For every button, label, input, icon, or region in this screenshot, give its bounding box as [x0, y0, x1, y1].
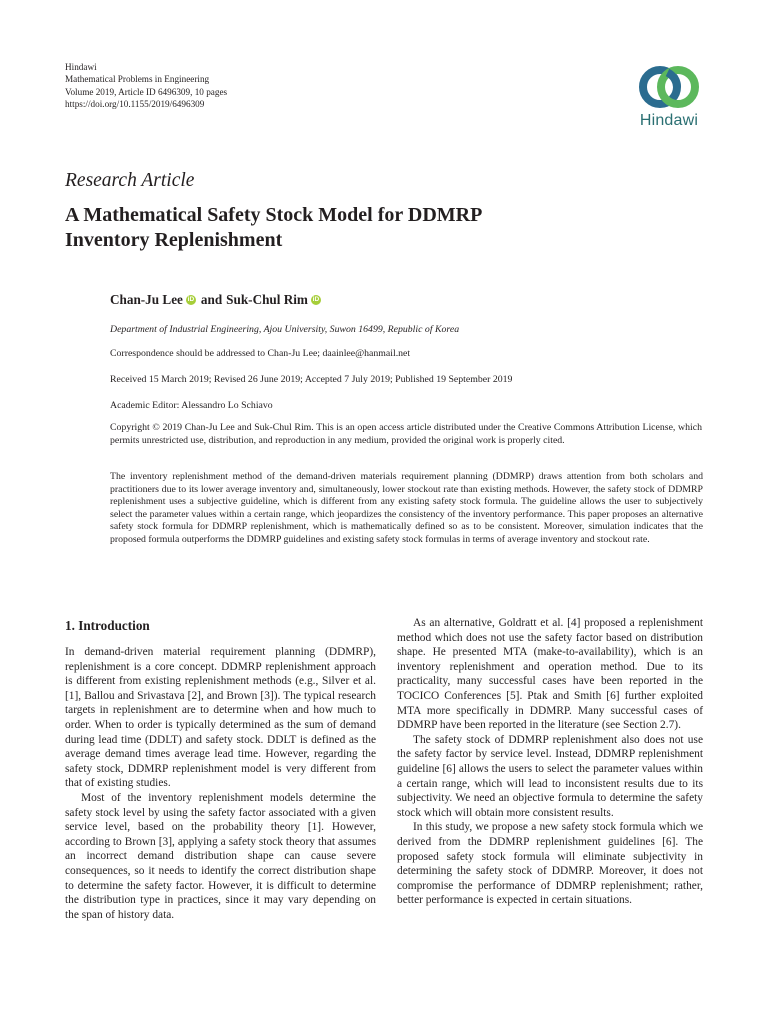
- academic-editor: Academic Editor: Alessandro Lo Schiavo: [110, 400, 273, 411]
- hindawi-logo: [624, 58, 714, 138]
- publisher-name: Hindawi: [65, 62, 97, 72]
- doi-link[interactable]: https://doi.org/10.1155/2019/6496309: [65, 99, 205, 110]
- copyright-notice: Copyright © 2019 Chan-Ju Lee and Suk-Chul Rim. This is an open access article distributed under the Creative Commons Attribution License, which permits unrestricted use, distribution, and reproduction in any medium, provided the original work is properly cited.: [110, 422, 702, 446]
- hindawi-logo-text: Hindawi: [639, 112, 699, 129]
- body-paragraph: Most of the inventory replenishment models determine the safety stock level by using the safety factor associated with a given service level, based on the probability theory [1]. However, according to Brown [3], applying a safety stock theory that assumes an incorrect demand distribution shape can cause severe consequences, so it needs to identify the correct distribution shape to determine the safety factor. However, it is difficult to determine the distribution type in practices, since it may vary depending on the span of history data.: [65, 791, 376, 921]
- author-name[interactable]: Suk-Chul Rim: [226, 292, 308, 307]
- title-line-1: A Mathematical Safety Stock Model for DDMRP: [65, 204, 483, 226]
- paper-title: [65, 203, 705, 253]
- hindawi-rings-icon: [624, 58, 714, 114]
- body-paragraph: In demand-driven material requirement planning (DDMRP), replenishment is a core concept. DDMRP replenishment approach is different from existing replenishment methods (e.g., Silver et al. [1], Ballou and Srivastava [2], and Brown [3]). The typical research targets in replenishment are to determine when and how much to order. When to order is typically determined as the sum of demand during lead time (DDLT) and safety stock. DDLT is defined as the average demand times average lead time. However, regarding the safety stock, DDMRP replenishment model is very different from that of existing studies.: [65, 646, 376, 790]
- orcid-icon[interactable]: iD: [187, 296, 195, 303]
- section-heading: 1. Introduction: [65, 618, 150, 633]
- author-list: [110, 292, 326, 308]
- body-column-right: [397, 616, 703, 908]
- body-column-left: [65, 645, 376, 922]
- affiliation: Department of Industrial Engineering, Ajou University, Suwon 16499, Republic of Korea: [110, 324, 460, 335]
- journal-header: [65, 61, 227, 111]
- orcid-icon[interactable]: iD: [312, 296, 320, 303]
- author-name[interactable]: Chan-Ju Lee: [110, 292, 183, 307]
- abstract: The inventory replenishment method of the demand-driven materials requirement planning (DDMRP) draws attention from both scholars and practitioners due to its lower average inventory and, simultaneously, lower stockout rate than existing methods. However, the safety stock of DDMRP replenishment uses a subjective guideline, which is different from any existing safety stock formula. The guideline allows the user to subjectively select the parameter values within a certain range, which jeopardizes the consistency of the inventory performance. This paper proposes an alternative safety stock formula for DDMRP replenishment, which is mathematically defined so as to be consistent. Moreover, simulation indicates that the proposed formula outperforms the DDMRP guidelines and existing safety stock formulas in terms of average inventory and stockout rate.: [110, 471, 703, 545]
- journal-name: Mathematical Problems in Engineering: [65, 74, 210, 85]
- article-type: Research Article: [65, 170, 195, 191]
- volume-info: Volume 2019, Article ID 6496309, 10 pages: [65, 86, 228, 97]
- body-paragraph: In this study, we propose a new safety stock formula which we derived from the DDMRP replenishment guidelines [6]. The proposed safety stock formula will eliminate subjectivity in determining the safety stock of DDMRP. Moreover, it does not compromise the performance of DDMRP replenishment; rather, better performance is expected in certain situations.: [397, 821, 703, 907]
- publication-dates: Received 15 March 2019; Revised 26 June 2019; Accepted 7 July 2019; Published 19 September 2019: [110, 374, 513, 385]
- correspondence: Correspondence should be addressed to Chan-Ju Lee; daainlee@hanmail.net: [110, 348, 411, 359]
- title-line-2: Inventory Replenishment: [65, 229, 283, 251]
- body-paragraph: As an alternative, Goldratt et al. [4] proposed a replenishment method which does not use the safety factor based on distribution shape. He presented MTA (make-to-availability), which is an inventory replenishment and operation method. Due to its practicality, many successful cases have been reported in the TOCICO Conferences [5]. Ptak and Smith [6] further exploited MTA more specifically in DDMRP. Many successful cases of DDMRP have been reported in the literature (see Section 2.7).: [397, 617, 703, 732]
- author-connector: and: [200, 292, 223, 307]
- body-paragraph: The safety stock of DDMRP replenishment also does not use the safety factor by service level. Instead, DDMRP replenishment guideline [6] allows the users to select the parameter values within a certain range, which will lead to inconsistent results due to its subjectivity. We need an objective formula to determine the safety stock which will obtain more consistent results.: [397, 733, 703, 819]
